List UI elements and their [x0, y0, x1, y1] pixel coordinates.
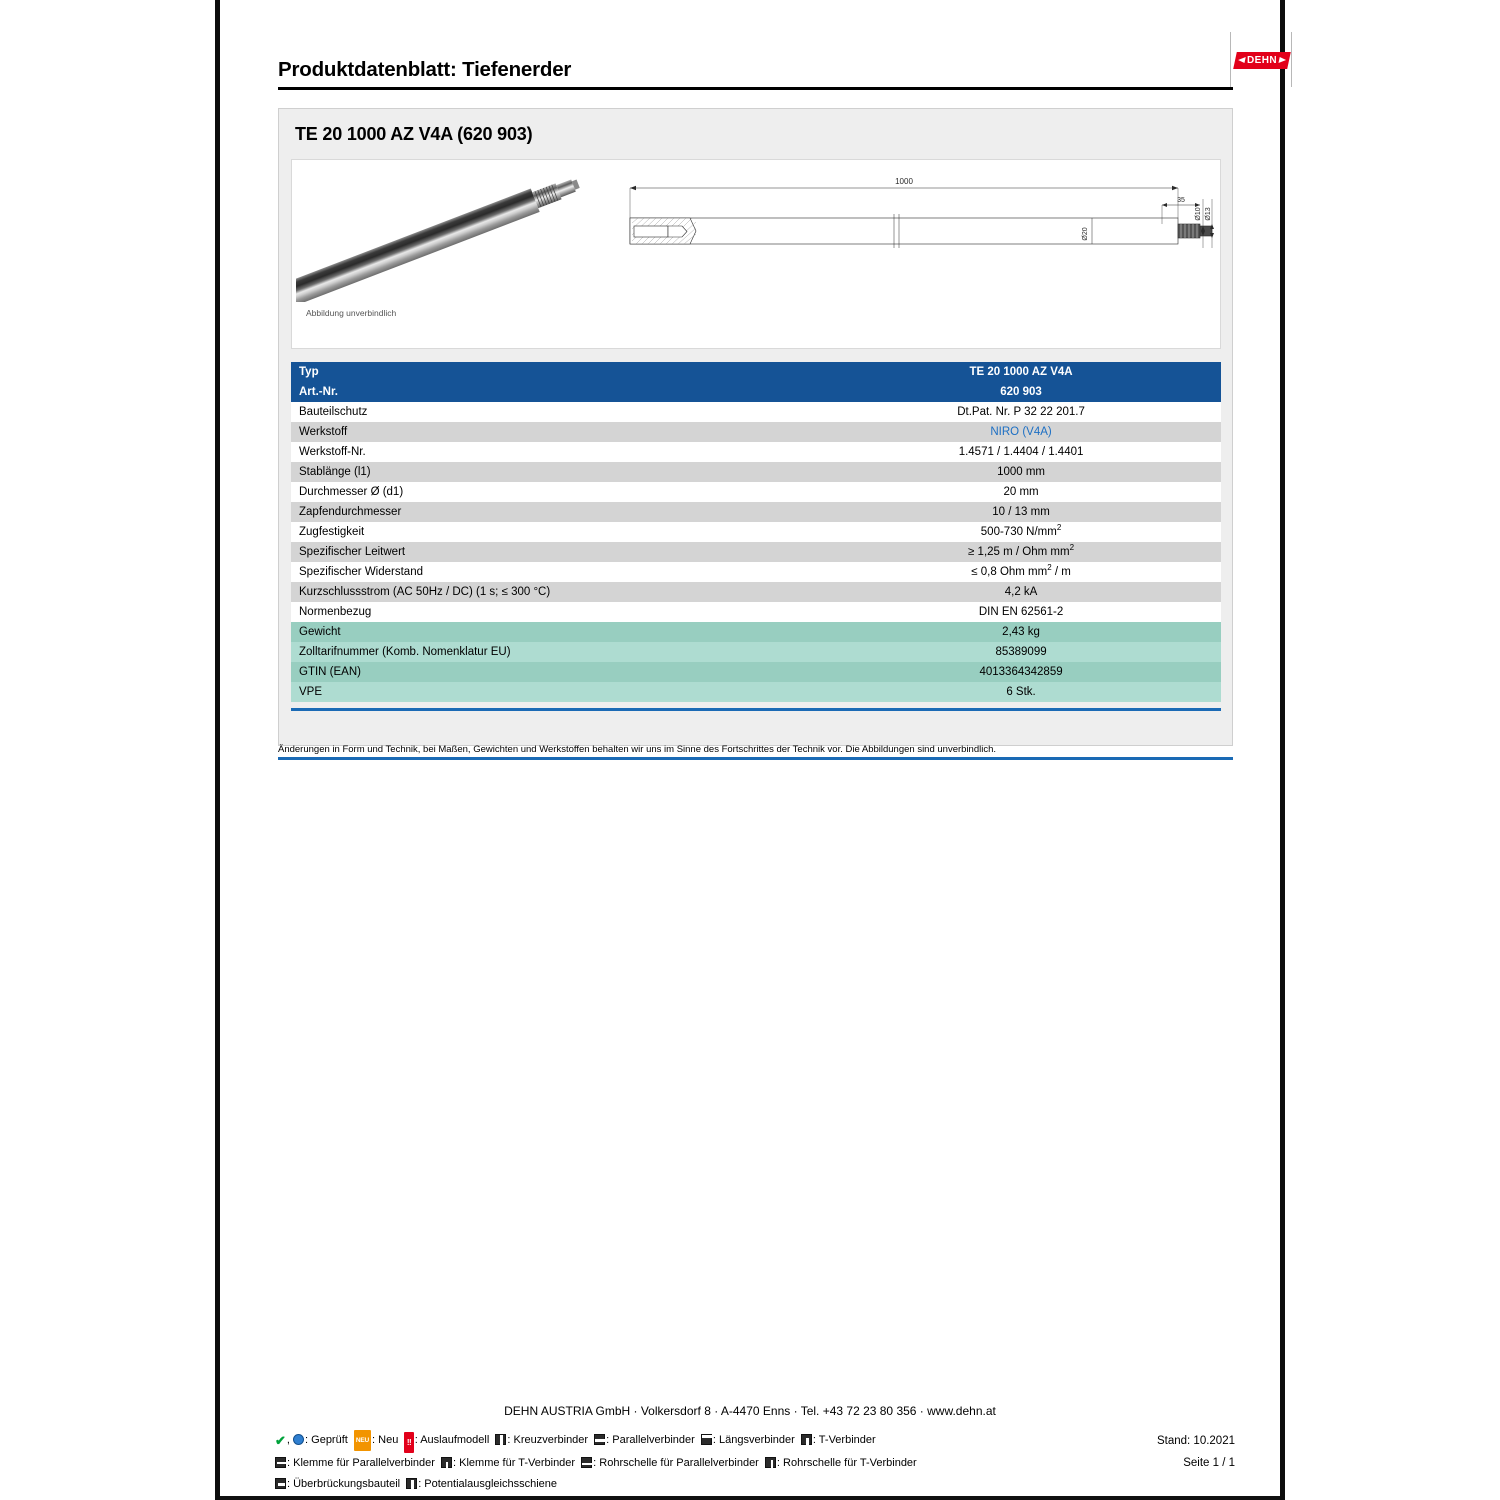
row-value: TE 20 1000 AZ V4A: [821, 362, 1221, 382]
technical-drawing-svg: [622, 166, 1217, 274]
table-row: [291, 462, 1221, 482]
table-row: [291, 622, 1221, 642]
dimension-total-length: 1000: [895, 177, 913, 186]
cross-connector-icon: [495, 1434, 506, 1445]
row-value: [821, 422, 1221, 442]
table-row: [291, 682, 1221, 702]
logo-mark: [1233, 52, 1291, 69]
parallel-connector-icon: [594, 1434, 605, 1445]
row-value-text: 1.4571 / 1.4404 / 1.4401: [958, 446, 1084, 458]
table-row: [291, 502, 1221, 522]
row-label: GTIN (EAN): [291, 662, 821, 682]
symbol-legend: [275, 1430, 1075, 1495]
dehn-logo: [1230, 32, 1292, 87]
row-value: [821, 402, 1221, 422]
specification-table-body: [291, 362, 1221, 402]
row-value-text: 6 Stk.: [1006, 686, 1036, 698]
legend-line-2: [275, 1453, 1075, 1474]
row-value-text: 4013364342859: [979, 666, 1063, 678]
dimension-shaft-diameter: Ø20: [1082, 227, 1089, 241]
row-value-text: 1000 mm: [997, 466, 1046, 478]
page-content: [220, 0, 1280, 1500]
company-info: DEHN AUSTRIA GmbH · Volkersdorf 8 · A-4470 Enns · Tel. +43 72 23 80 356 · www.dehn.at: [504, 1404, 996, 1418]
row-value-text: 10 / 13 mm: [992, 506, 1050, 518]
row-label: Stablänge (l1): [291, 462, 821, 482]
row-value-text: Dt.Pat. Nr. P 32 22 201.7: [957, 406, 1085, 418]
revision-date: Stand: 10.2021: [1156, 1435, 1235, 1447]
specification-rows: [291, 402, 1221, 702]
row-label: Zolltarifnummer (Komb. Nomenklatur EU): [291, 642, 821, 662]
row-value: [821, 582, 1221, 602]
product-name: TE 20 1000 AZ V4A (620 903): [295, 124, 533, 144]
disclaimer-text: Änderungen in Form und Technik, bei Maßen, Gewichten und Werkstoffen behalten wir uns im Sinne des Fortschrittes der Technik vor. Die Abbildungen sind unverbindlich.: [278, 744, 997, 755]
row-value: [821, 442, 1221, 462]
row-value-text: ≤ 0,8 Ohm mm: [971, 566, 1048, 578]
row-value: 620 903: [821, 382, 1221, 402]
legend-label-rohrschelle-t: : Rohrschelle für T-Verbinder: [776, 1457, 917, 1469]
tested-circle-icon: [293, 1434, 304, 1445]
row-label: Gewicht: [291, 622, 821, 642]
row-label: Zugfestigkeit: [291, 522, 821, 542]
clamp-t-connector-icon: [441, 1457, 452, 1468]
page-footer: [220, 1404, 1280, 1500]
row-value-text: 20 mm: [1003, 486, 1039, 498]
row-label: Bauteilschutz: [291, 402, 821, 422]
lightning-bolt-right-icon: [1278, 57, 1286, 63]
row-value: [821, 562, 1221, 582]
row-label: VPE: [291, 682, 821, 702]
dimension-tip-outer-diameter: Ø10: [1195, 207, 1202, 221]
row-value-text: ≥ 1,25 m / Ohm mm: [968, 546, 1070, 558]
table-row: [291, 602, 1221, 622]
dimension-tip-length: 35: [1177, 197, 1185, 204]
product-card: [278, 108, 1233, 746]
media-panel: [291, 159, 1221, 349]
row-label: Zapfendurchmesser: [291, 502, 821, 522]
bridging-component-icon: [275, 1478, 286, 1489]
legend-label-rohrschelle-parallel: : Rohrschelle für Parallelverbinder: [593, 1457, 759, 1469]
table-row: [291, 422, 1221, 442]
table-row: [291, 402, 1221, 422]
row-value-text: 500-730 N/mm: [980, 526, 1057, 538]
neu-badge-icon: NEU: [354, 1430, 371, 1451]
check-icon: ✔: [275, 1433, 286, 1448]
row-value: [821, 662, 1221, 682]
legend-label-auslaufmodell: : Auslaufmodell: [414, 1434, 490, 1446]
equipotential-busbar-icon: [406, 1478, 417, 1489]
logo-text: DEHN: [1247, 55, 1277, 66]
row-label: Kurzschlussstrom (AC 50Hz / DC) (1 s; ≤ 300 °C): [291, 582, 821, 602]
table-row: [291, 582, 1221, 602]
row-label: Art.-Nr.: [291, 382, 821, 402]
row-value: [821, 622, 1221, 642]
legend-label-ueberbrueckungsbauteil: : Überbrückungsbauteil: [287, 1478, 401, 1490]
row-value-text: 85389099: [995, 646, 1047, 658]
disclaimer-divider: [278, 757, 1233, 760]
legend-label-potentialausgleichsschiene: : Potentialausgleichsschiene: [418, 1478, 557, 1490]
legend-label-laengsverbinder: : Längsverbinder: [712, 1434, 795, 1446]
row-value: [821, 502, 1221, 522]
legend-label-parallelverbinder: : Parallelverbinder: [606, 1434, 695, 1446]
row-value-exponent: 2: [1047, 563, 1052, 573]
table-row: [291, 642, 1221, 662]
longitudinal-connector-icon: [701, 1434, 712, 1445]
table-row: [291, 542, 1221, 562]
row-label: Werkstoff-Nr.: [291, 442, 821, 462]
legend-label-klemme-t: : Klemme für T-Verbinder: [453, 1457, 576, 1469]
legend-label-t-verbinder: : T-Verbinder: [812, 1434, 876, 1446]
page-title: Produktdatenblatt: Tiefenerder: [278, 58, 572, 81]
table-row: [291, 662, 1221, 682]
row-value-text: DIN EN 62561-2: [978, 606, 1064, 618]
row-value: [821, 482, 1221, 502]
legend-label-kreuzverbinder: : Kreuzverbinder: [507, 1434, 589, 1446]
document-header: [278, 52, 1277, 92]
table-row-article-number: [291, 382, 1221, 402]
row-value-text: NIRO (V4A): [990, 426, 1052, 438]
legend-label-klemme-parallel: : Klemme für Parallelverbinder: [287, 1457, 435, 1469]
row-label: Durchmesser Ø (d1): [291, 482, 821, 502]
product-photo-image: [296, 162, 606, 302]
table-row: [291, 442, 1221, 462]
row-label: Normenbezug: [291, 602, 821, 622]
disclaimer-section: [278, 744, 1233, 760]
legend-label-geprueft: : Geprüft: [305, 1434, 348, 1446]
footer-divider: [220, 1496, 1280, 1500]
discontinued-icon: !!: [404, 1432, 413, 1453]
table-row: [291, 522, 1221, 542]
row-value-exponent: 2: [1056, 523, 1062, 533]
pipe-clamp-parallel-icon: [581, 1457, 592, 1468]
specification-table: [291, 362, 1221, 702]
row-value-text: 2,43 kg: [1002, 626, 1040, 638]
row-label: Werkstoff: [291, 422, 821, 442]
legend-comma: ,: [286, 1434, 290, 1446]
page-frame: [215, 0, 1285, 1500]
row-label: Spezifischer Leitwert: [291, 542, 821, 562]
row-value-text: 4,2 kA: [1004, 586, 1038, 598]
row-value: [821, 462, 1221, 482]
t-connector-icon: [801, 1434, 812, 1445]
footer-meta: [1080, 1430, 1235, 1474]
row-value-tail: / m: [1051, 566, 1071, 578]
row-value: [821, 542, 1221, 562]
dimension-tip-inner-diameter: Ø13: [1205, 207, 1212, 221]
row-value: [821, 642, 1221, 662]
technical-drawing: [622, 166, 1217, 274]
clamp-parallel-connector-icon: [275, 1457, 286, 1468]
row-value: [821, 602, 1221, 622]
product-photo: [296, 162, 606, 302]
legend-label-neu: : Neu: [372, 1434, 399, 1446]
page-number: Seite 1 / 1: [1183, 1457, 1235, 1469]
legend-line-3: [275, 1474, 1075, 1495]
table-bottom-divider: [291, 708, 1221, 711]
legend-line-1: [275, 1430, 1075, 1453]
header-divider: [278, 87, 1233, 90]
lightning-bolt-left-icon: [1237, 57, 1245, 63]
photo-caption: Abbildung unverbindlich: [306, 308, 397, 318]
table-row-type: [291, 362, 1221, 382]
row-label: Spezifischer Widerstand: [291, 562, 821, 582]
table-row: [291, 562, 1221, 582]
row-value-exponent: 2: [1069, 543, 1075, 553]
table-row: [291, 482, 1221, 502]
row-label: Typ: [291, 362, 821, 382]
row-value: [821, 522, 1221, 542]
pipe-clamp-t-icon: [765, 1457, 776, 1468]
row-value: [821, 682, 1221, 702]
